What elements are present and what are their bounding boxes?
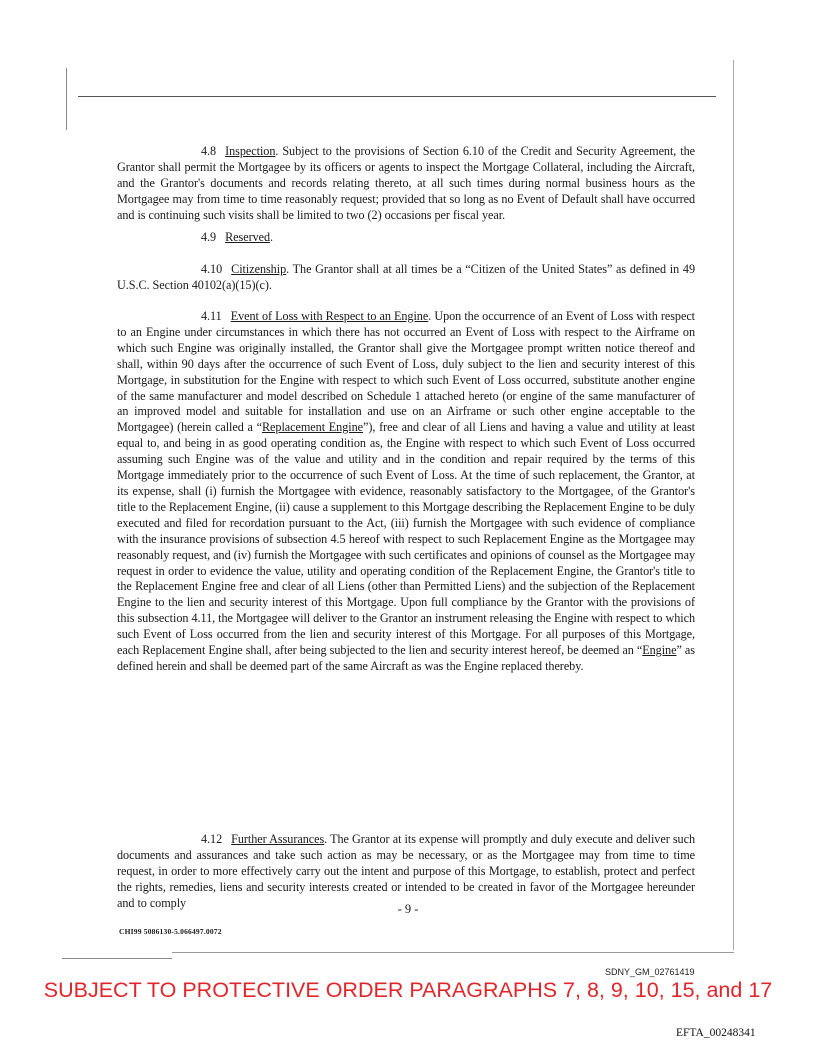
section-body: . Subject to the provisions of Section 6.10 of the Credit and Security Agreement, the Grantor shall permit the Mortgagee by its officers or agents to inspect the Mortgage Collateral, including the Aircraft, and the Grantor's documents and records relating thereto, at all such times during normal business hours as the Mortgagee may from time to time reasonably request; provided that so long as no Event of Default shall have occurred and is continuing such visits shall be limited to two (2) occasions per fiscal year. [117, 144, 695, 222]
right-margin-line [733, 60, 734, 950]
section-number: 4.8 [201, 144, 217, 158]
section-4-8 [117, 144, 695, 224]
header-rule [78, 96, 716, 97]
section-heading: Event of Loss with Respect to an Engine [230, 309, 429, 323]
section-number: 4.10 [201, 262, 223, 276]
section-body: . The Grantor shall at all times be a “Citizen of the United States” as defined in 49 U.S.C. Section 40102(a)(15)(c). [117, 262, 695, 292]
footer-rule-right [172, 952, 734, 953]
section-4-9 [117, 230, 695, 246]
section-number: 4.12 [201, 832, 223, 846]
left-margin-line [66, 68, 67, 130]
defined-term-engine: Engine [642, 643, 677, 658]
efta-number: EFTA_00248341 [676, 1027, 756, 1039]
section-body-part-b: ”), free and clear of all Liens and having a value and utility at least equal to, and being in as good operating condition as, the Engine with respect to which such Event of Loss occurred assuming such Engine was of the value and utility and in the condition and repair required by the terms of this Mortgage immediately prior to the occurrence of such Event of Loss. At the time of such replacement, the Grantor, at its expense, shall (i) furnish the Mortgagee with evidence, reasonably satisfactory to the Mortgagee, of the Grantor's title to the Replacement Engine, (ii) cause a supplement to this Mortgage describing the Replacement Engine to be duly executed and filed for recordation pursuant to the Act, (iii) furnish the Mortgagee with such evidence of compliance with the insurance provisions of subsection 4.5 hereof with respect to such Replacement Engine as the Mortgagee may reasonably request, and (iv) furnish the Mortgagee with such certificates and opinions of counsel as the Mortgagee may request in order to evidence the value, utility and operating condition of the Replacement Engine, the Grantor's title to the Replacement Engine free and clear of all Liens (other than Permitted Liens) and the subjection of the Replacement Engine to the lien and security interest of this Mortgage. Upon full compliance by the Grantor with the provisions of this subsection 4.11, the Mortgagee will deliver to the Grantor an instrument releasing the Engine with respect to which such Event of Loss occurred from the lien and security interest of this Mortgage. For all purposes of this Mortgage, each Replacement Engine shall, after being subjected to the lien and security interest hereof, be deemed an “ [117, 420, 695, 658]
protective-order-notice: SUBJECT TO PROTECTIVE ORDER PARAGRAPHS 7, 8, 9, 10, 15, and 17 [43, 978, 773, 1002]
section-number: 4.11 [201, 309, 222, 323]
section-body: . [270, 230, 274, 244]
footer-rule-left [62, 958, 172, 959]
section-4-10 [117, 262, 695, 294]
section-heading: Reserved [225, 230, 271, 244]
section-heading: Inspection [225, 144, 276, 158]
bates-number: SDNY_GM_02761419 [605, 967, 695, 977]
page-number: - 9 - [397, 902, 419, 916]
section-body-part-c: ” as defined herein and shall be deemed part of the same Aircraft as was the Engine replaced thereby. [117, 643, 695, 673]
section-4-11 [117, 309, 695, 675]
document-code: CHI99 5086130-5.066497.0072 [119, 927, 222, 936]
defined-term-replacement-engine: Replacement Engine [261, 420, 363, 435]
section-body-part-a: . Upon the occurrence of an Event of Loss with respect to an Engine under circumstances in which there has not occurred an Event of Loss with respect to the Airframe on which such Engine was originally installed, the Grantor shall give the Mortgagee prompt written notice thereof and shall, within 90 days after the occurrence of such Event of Loss, duly subject to the lien and security interest of this Mortgage, in substitution for the Engine with respect to which such Event of Loss occurred, substitute another engine of the same manufacturer and model described on Schedule 1 attached hereto (or engine of the same manufacturer of an improved model and suitable for installation and use on an Airframe or such other engine acceptable to the Mortgagee) (herein called a “ [117, 309, 696, 435]
section-number: 4.9 [201, 230, 217, 244]
section-4-12 [117, 832, 695, 912]
section-heading: Further Assurances [231, 832, 325, 846]
section-heading: Citizenship [231, 262, 287, 276]
section-body: . The Grantor at its expense will promptly and duly execute and deliver such documents and assurances and take such action as may be necessary, or as the Mortgagee may from time to time request, in order to more effectively carry out the intent and purpose of this Mortgage, to establish, protect and perfect the rights, remedies, liens and security interests created or intended to be created in favor of the Mortgagee hereunder and to comply [117, 832, 695, 910]
